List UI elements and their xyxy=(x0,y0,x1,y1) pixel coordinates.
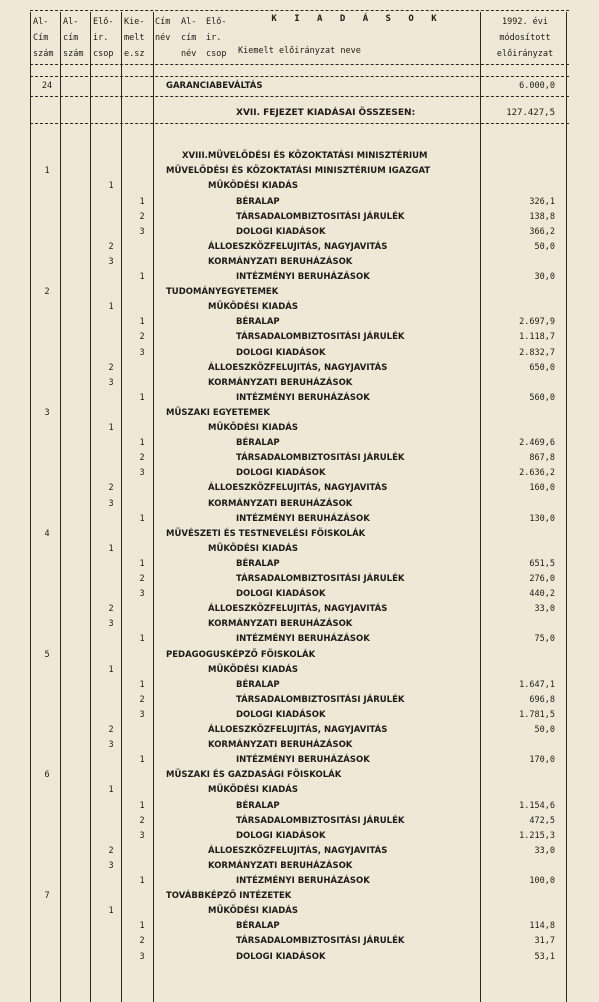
item-name: ÁLLOESZKÖZFELUJITÁS, NAGYJAVITÁS xyxy=(208,362,388,373)
amount-value: 138,8 xyxy=(529,211,555,222)
item-name: TÁRSADALOMBIZTOSITÁSI JÁRULÉK xyxy=(236,574,405,584)
table-row xyxy=(0,406,599,421)
item-name: TÁRSADALOMBIZTOSITÁSI JÁRULÉK xyxy=(236,332,405,343)
amount-value: 440,2 xyxy=(529,589,555,600)
item-name: INTÉZMÉNYI BERUHÁZÁSOK xyxy=(236,272,370,282)
kiemelt-number: 1 xyxy=(139,876,145,886)
amount-value: 2.697,9 xyxy=(519,317,555,328)
table-row xyxy=(0,497,599,512)
alcim-number: 3 xyxy=(108,740,114,751)
amount-value: 33,0 xyxy=(534,845,555,856)
item-name: DOLOGI KIADÁSOK xyxy=(236,347,326,358)
header-bottom-rule xyxy=(30,76,569,77)
table-row xyxy=(0,542,599,557)
alcim-number: 1 xyxy=(108,423,114,433)
table-row xyxy=(0,330,599,345)
header-title: K I A D Á S O K xyxy=(271,14,443,24)
item-name: BÉRALAP xyxy=(236,196,280,207)
amount-value: 31,7 xyxy=(534,936,555,947)
item-name: PEDAGOGUSKÉPZŐ FÖISKOLÁK xyxy=(166,649,316,660)
table-row xyxy=(0,783,599,798)
table-row xyxy=(0,693,599,708)
top-dashed-rule xyxy=(30,10,569,11)
item-name: XVII. FEJEZET KIADÁSAI ÖSSZESEN: xyxy=(236,108,416,119)
alcim-number: 3 xyxy=(108,256,114,267)
alcim-number: 2 xyxy=(108,845,114,856)
table-row xyxy=(0,648,599,663)
table-row xyxy=(0,829,599,844)
table-row xyxy=(0,814,599,829)
alcim-number: 1 xyxy=(108,664,114,675)
amount-value: 130,0 xyxy=(529,513,555,524)
item-name: TÁRSADALOMBIZTOSITÁSI JÁRULÉK xyxy=(236,694,405,705)
table-row xyxy=(0,481,599,496)
amount-value: 1.118,7 xyxy=(519,332,555,343)
table-row xyxy=(0,768,599,783)
amount-value: 1.154,6 xyxy=(519,800,555,811)
table-row xyxy=(0,315,599,330)
amount-value: 2.469,6 xyxy=(519,438,555,449)
amount-value: 127.427,5 xyxy=(506,108,555,119)
cim-number: 24 xyxy=(41,81,53,91)
item-name: BÉRALAP xyxy=(236,679,280,690)
table-row xyxy=(0,723,599,738)
chapter-heading-row xyxy=(0,149,599,164)
table-row xyxy=(0,708,599,723)
item-name: MÜKÖDÉSI KIADÁS xyxy=(208,423,298,433)
amount-value: 696,8 xyxy=(529,694,555,705)
item-name: INTÉZMÉNYI BERUHÁZÁSOK xyxy=(236,392,370,403)
table-row xyxy=(0,617,599,632)
amount-value: 2.636,2 xyxy=(519,468,555,479)
kiemelt-number: 2 xyxy=(139,936,145,947)
item-name: TÁRSADALOMBIZTOSITÁSI JÁRULÉK xyxy=(236,936,405,947)
kiemelt-number: 1 xyxy=(139,921,145,932)
section-dashed-rule xyxy=(30,96,569,97)
amount-value: 170,0 xyxy=(529,755,555,766)
table-row xyxy=(0,934,599,949)
item-name: INTÉZMÉNYI BERUHÁZÁSOK xyxy=(236,634,370,645)
table-row xyxy=(0,572,599,587)
item-name: INTÉZMÉNYI BERUHÁZÁSOK xyxy=(236,755,370,766)
item-name: KORMÁNYZATI BERUHÁZÁSOK xyxy=(208,498,353,509)
item-name: DOLOGI KIADÁSOK xyxy=(236,468,326,479)
table-row xyxy=(0,527,599,542)
item-name: MÜVELŐDÉSI ÉS KÖZOKTATÁSI MINISZTÉRIUM IGAZGAT xyxy=(166,166,431,177)
item-name: BÉRALAP xyxy=(236,317,280,328)
table-row xyxy=(0,300,599,315)
header-col-alcimnev: Al- cím név xyxy=(181,17,197,59)
table-row xyxy=(0,255,599,270)
amount-value: 53,1 xyxy=(534,951,555,962)
amount-value: 651,5 xyxy=(529,558,555,569)
item-name: DOLOGI KIADÁSOK xyxy=(236,709,326,720)
amount-value: 472,5 xyxy=(529,815,555,826)
item-name: DOLOGI KIADÁSOK xyxy=(236,589,326,600)
item-name: INTÉZMÉNYI BERUHÁZÁSOK xyxy=(236,876,370,886)
item-name: DOLOGI KIADÁSOK xyxy=(236,951,326,962)
alcim-number: 2 xyxy=(108,725,114,735)
table-row xyxy=(0,210,599,225)
item-name: KORMÁNYZATI BERUHÁZÁSOK xyxy=(208,377,353,388)
kiemelt-number: 2 xyxy=(139,574,145,584)
alcim-number: 3 xyxy=(108,619,114,630)
header-year: 1992. évi módosított előirányzat xyxy=(496,17,554,59)
cim-number: 1 xyxy=(44,166,50,177)
item-name: ÁLLOESZKÖZFELUJITÁS, NAGYJAVITÁS xyxy=(208,725,388,735)
table-row xyxy=(0,889,599,904)
item-name: KORMÁNYZATI BERUHÁZÁSOK xyxy=(208,256,353,267)
item-name: BÉRALAP xyxy=(236,558,280,569)
table-row xyxy=(0,285,599,300)
table-row xyxy=(0,602,599,617)
header-subtitle: Kiemelt előirányzat neve xyxy=(238,46,361,56)
item-name: MÜKÖDÉSI KIADÁS xyxy=(208,785,298,796)
table-row xyxy=(0,678,599,693)
header-dashed-rule xyxy=(30,64,569,65)
table-row xyxy=(0,874,599,889)
kiemelt-number: 2 xyxy=(139,211,145,222)
table-row xyxy=(0,436,599,451)
header-col-eloir: Elő- ir. csop xyxy=(93,17,114,59)
item-name: TOVÁBBKÉPZŐ INTÉZETEK xyxy=(166,891,292,902)
table-row xyxy=(0,79,599,94)
table-row xyxy=(0,195,599,210)
cim-number: 2 xyxy=(44,287,50,298)
item-name: MÜKÖDÉSI KIADÁS xyxy=(208,543,298,554)
table-row xyxy=(0,512,599,527)
item-name: TÁRSADALOMBIZTOSITÁSI JÁRULÉK xyxy=(236,815,405,826)
table-row xyxy=(0,240,599,255)
kiemelt-number: 1 xyxy=(139,755,145,766)
alcim-number: 2 xyxy=(108,604,114,615)
table-row xyxy=(0,466,599,481)
alcim-number: 2 xyxy=(108,483,114,494)
item-name: BÉRALAP xyxy=(236,438,280,449)
kiemelt-number: 3 xyxy=(139,589,145,600)
amount-value: 650,0 xyxy=(529,362,555,373)
amount-value: 33,0 xyxy=(534,604,555,615)
kiemelt-number: 3 xyxy=(139,951,145,962)
table-row xyxy=(0,225,599,240)
item-name: TUDOMÁNYEGYETEMEK xyxy=(166,287,279,298)
amount-value: 160,0 xyxy=(529,483,555,494)
kiemelt-number: 1 xyxy=(139,317,145,328)
table-row xyxy=(0,632,599,647)
table-row xyxy=(0,391,599,406)
kiemelt-number: 1 xyxy=(139,558,145,569)
kiemelt-number: 1 xyxy=(139,513,145,524)
amount-value: 276,0 xyxy=(529,574,555,584)
table-row xyxy=(0,164,599,179)
kiemelt-number: 3 xyxy=(139,709,145,720)
amount-value: 326,1 xyxy=(529,196,555,207)
cim-number: 7 xyxy=(44,891,50,902)
amount-value: 50,0 xyxy=(534,241,555,252)
table-row xyxy=(0,859,599,874)
item-name: INTÉZMÉNYI BERUHÁZÁSOK xyxy=(236,513,370,524)
table-row xyxy=(0,376,599,391)
kiemelt-number: 1 xyxy=(139,392,145,403)
table-row xyxy=(0,919,599,934)
kiemelt-number: 3 xyxy=(139,830,145,841)
alcim-number: 1 xyxy=(108,543,114,554)
item-name: MÜVÉSZETI ÉS TESTNEVELÉSI FÖISKOLÁK xyxy=(166,528,366,539)
table-row xyxy=(0,738,599,753)
header-col-cim: Al- Cím szám xyxy=(33,17,54,59)
kiemelt-number: 1 xyxy=(139,679,145,690)
alcim-number: 1 xyxy=(108,906,114,917)
amount-value: 1.781,5 xyxy=(519,709,555,720)
table-row xyxy=(0,346,599,361)
item-name: KORMÁNYZATI BERUHÁZÁSOK xyxy=(208,740,353,751)
item-name: MÜKÖDÉSI KIADÁS xyxy=(208,302,298,313)
table-row xyxy=(0,270,599,285)
total-dashed-rule xyxy=(30,123,569,124)
kiemelt-number: 2 xyxy=(139,332,145,343)
item-name: XVIII.MÜVELŐDÉSI ÉS KÖZOKTATÁSI MINISZTÉRIUM xyxy=(182,151,428,162)
item-name: BÉRALAP xyxy=(236,921,280,932)
item-name: BÉRALAP xyxy=(236,800,280,811)
item-name: ÁLLOESZKÖZFELUJITÁS, NAGYJAVITÁS xyxy=(208,845,388,856)
amount-value: 6.000,0 xyxy=(519,81,555,91)
table-row xyxy=(0,361,599,376)
item-name: DOLOGI KIADÁSOK xyxy=(236,226,326,237)
cim-number: 3 xyxy=(44,407,50,418)
item-name: MÜSZAKI EGYETEMEK xyxy=(166,407,270,418)
amount-value: 50,0 xyxy=(534,725,555,735)
item-name: MÜSZAKI ÉS GAZDASÁGI FÖISKOLÁK xyxy=(166,770,342,781)
amount-value: 867,8 xyxy=(529,453,555,464)
kiemelt-number: 3 xyxy=(139,226,145,237)
item-name: KORMÁNYZATI BERUHÁZÁSOK xyxy=(208,860,353,871)
header-col-kiemelt: Kie- melt e.sz xyxy=(124,17,145,59)
table-row xyxy=(0,844,599,859)
amount-value: 114,8 xyxy=(529,921,555,932)
amount-value: 100,0 xyxy=(529,876,555,886)
cim-number: 5 xyxy=(44,649,50,660)
total-row xyxy=(0,106,599,121)
table-row xyxy=(0,663,599,678)
item-name: MÜKÖDÉSI KIADÁS xyxy=(208,664,298,675)
kiemelt-number: 3 xyxy=(139,468,145,479)
amount-value: 1.647,1 xyxy=(519,679,555,690)
alcim-number: 2 xyxy=(108,241,114,252)
table-row xyxy=(0,421,599,436)
alcim-number: 3 xyxy=(108,860,114,871)
item-name: ÁLLOESZKÖZFELUJITÁS, NAGYJAVITÁS xyxy=(208,604,388,615)
kiemelt-number: 3 xyxy=(139,347,145,358)
table-row xyxy=(0,587,599,602)
kiemelt-number: 2 xyxy=(139,453,145,464)
table-row xyxy=(0,950,599,965)
amount-value: 560,0 xyxy=(529,392,555,403)
amount-value: 366,2 xyxy=(529,226,555,237)
alcim-number: 1 xyxy=(108,785,114,796)
alcim-number: 2 xyxy=(108,362,114,373)
alcim-number: 3 xyxy=(108,377,114,388)
amount-value: 1.215,3 xyxy=(519,830,555,841)
amount-value: 75,0 xyxy=(534,634,555,645)
amount-value: 30,0 xyxy=(534,272,555,282)
header-col-alcim: Al- cím szám xyxy=(63,17,84,59)
table-row xyxy=(0,904,599,919)
kiemelt-number: 1 xyxy=(139,272,145,282)
alcim-number: 1 xyxy=(108,181,114,192)
table-row xyxy=(0,557,599,572)
item-name: KORMÁNYZATI BERUHÁZÁSOK xyxy=(208,619,353,630)
table-row xyxy=(0,451,599,466)
cim-number: 6 xyxy=(44,770,50,781)
item-name: MÜKÖDÉSI KIADÁS xyxy=(208,181,298,192)
table-row xyxy=(0,179,599,194)
table-row xyxy=(0,753,599,768)
item-name: ÁLLOESZKÖZFELUJITÁS, NAGYJAVITÁS xyxy=(208,241,388,252)
item-name: GARANCIABEVÁLTÁS xyxy=(166,81,263,91)
cim-number: 4 xyxy=(44,528,50,539)
item-name: TÁRSADALOMBIZTOSITÁSI JÁRULÉK xyxy=(236,453,405,464)
alcim-number: 1 xyxy=(108,302,114,313)
kiemelt-number: 1 xyxy=(139,634,145,645)
table-row xyxy=(0,799,599,814)
kiemelt-number: 1 xyxy=(139,800,145,811)
kiemelt-number: 2 xyxy=(139,694,145,705)
kiemelt-number: 1 xyxy=(139,196,145,207)
item-name: DOLOGI KIADÁSOK xyxy=(236,830,326,841)
item-name: MÜKÖDÉSI KIADÁS xyxy=(208,906,298,917)
amount-value: 2.832,7 xyxy=(519,347,555,358)
header-col-cimnev: Cím név xyxy=(155,17,171,43)
kiemelt-number: 1 xyxy=(139,438,145,449)
alcim-number: 3 xyxy=(108,498,114,509)
kiemelt-number: 2 xyxy=(139,815,145,826)
item-name: ÁLLOESZKÖZFELUJITÁS, NAGYJAVITÁS xyxy=(208,483,388,494)
header-col-eloircsop: Elő- ir. csop xyxy=(206,17,227,59)
item-name: TÁRSADALOMBIZTOSITÁSI JÁRULÉK xyxy=(236,211,405,222)
